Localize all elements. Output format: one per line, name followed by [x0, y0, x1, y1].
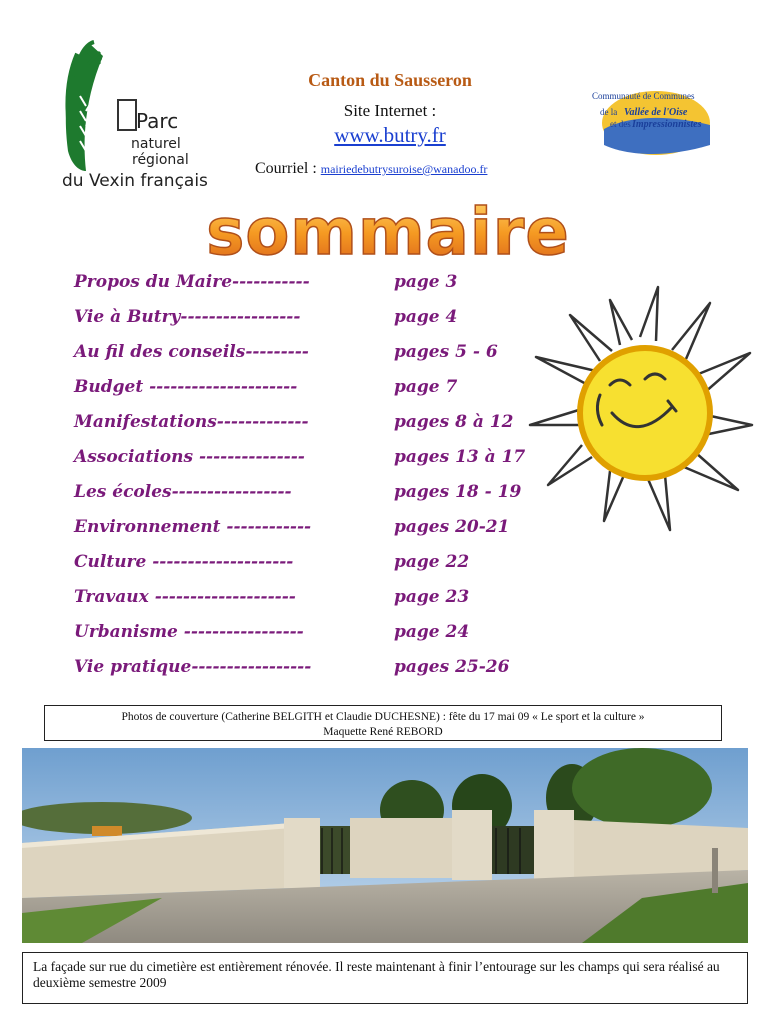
parc-logo-line3: régional: [132, 152, 189, 168]
toc-page: pages 25-26: [394, 657, 510, 677]
parc-logo-line4: du Vexin français: [62, 171, 208, 191]
sommaire-title: sommaire: [206, 198, 570, 268]
toc-item-culture[interactable]: [74, 552, 470, 580]
cemetery-wall-photo: [22, 748, 748, 943]
parc-logo-line1: Parc: [136, 109, 179, 133]
toc-item-urbanisme[interactable]: [74, 622, 470, 650]
toc-label: Budget ---------------------: [74, 377, 298, 397]
toc-page: page 22: [394, 552, 470, 572]
site-url-link[interactable]: www.butry.fr: [334, 123, 446, 147]
cc-logo-line3-name: Impressionnistes: [632, 119, 702, 130]
toc-page: pages 18 - 19: [394, 482, 522, 502]
toc-page: page 7: [394, 377, 458, 397]
toc-item-associations[interactable]: [74, 447, 526, 475]
courriel-email-link[interactable]: mairiedebutrysuroise@wanadoo.fr: [320, 162, 488, 176]
parc-logo-line2: naturel: [131, 136, 181, 152]
toc-label: Propos du Maire-----------: [74, 272, 310, 292]
header-contact: [240, 70, 540, 148]
toc-page: pages 13 à 17: [394, 447, 526, 467]
toc-label: Les écoles-----------------: [74, 482, 292, 502]
cc-logo-line2-prefix: de la: [600, 107, 618, 117]
sommaire-title-art: [188, 198, 588, 268]
toc-label: Associations ---------------: [74, 447, 305, 467]
toc-page: page 4: [394, 307, 458, 327]
toc-item-vie-a-butry[interactable]: [74, 307, 458, 335]
cover-credits-box: [44, 705, 722, 741]
toc-item-au-fil-des-conseils[interactable]: [74, 342, 498, 370]
toc-item-environnement[interactable]: [74, 517, 510, 545]
courriel-line: [255, 160, 487, 178]
cc-logo-line1: Communauté de Communes: [592, 91, 695, 101]
toc-item-travaux[interactable]: [74, 587, 470, 615]
toc-page: pages 5 - 6: [394, 342, 498, 362]
toc-item-manifestations[interactable]: [74, 412, 514, 440]
toc-item-propos-du-maire[interactable]: [74, 272, 458, 300]
courriel-label: Courriel :: [255, 160, 317, 177]
canton-title: Canton du Sausseron: [308, 70, 472, 90]
toc-item-vie-pratique[interactable]: [74, 657, 510, 685]
toc-item-budget[interactable]: [74, 377, 458, 405]
cc-logo-line2-name: Vallée de l'Oise: [624, 107, 688, 118]
toc-page: pages 20-21: [394, 517, 510, 537]
toc-label: Au fil des conseils---------: [74, 342, 309, 362]
parc-naturel-logo: [58, 36, 208, 196]
toc-page: page 24: [394, 622, 470, 642]
toc-label: Vie à Butry-----------------: [74, 307, 301, 327]
toc-label: Manifestations-------------: [74, 412, 309, 432]
toc-label: Culture --------------------: [74, 552, 294, 572]
credits-line1: Photos de couverture (Catherine BELGITH et Claudie DUCHESNE) : fête du 17 mai 09 « Le sport et la culture »: [121, 711, 645, 723]
toc-label: Environnement ------------: [74, 517, 312, 537]
communaute-communes-logo: [590, 85, 715, 157]
toc-label: Travaux --------------------: [74, 587, 296, 607]
toc-label: Vie pratique-----------------: [74, 657, 312, 677]
toc-label: Urbanisme -----------------: [74, 622, 304, 642]
toc-page: page 3: [394, 272, 458, 292]
sun-illustration: [500, 275, 755, 540]
site-label: Site Internet :: [343, 101, 437, 120]
cc-logo-line3-prefix: et des: [610, 119, 631, 129]
toc-page: page 23: [394, 587, 470, 607]
photo-caption: La façade sur rue du cimetière est entièrement rénovée. Il reste maintenant à finir l’entourage sur les champs qui sera réalisé au deuxième semestre 2009: [22, 952, 748, 1004]
toc-page: pages 8 à 12: [394, 412, 514, 432]
credits-line2: Maquette René REBORD: [323, 726, 443, 738]
toc-item-les-ecoles[interactable]: [74, 482, 522, 510]
